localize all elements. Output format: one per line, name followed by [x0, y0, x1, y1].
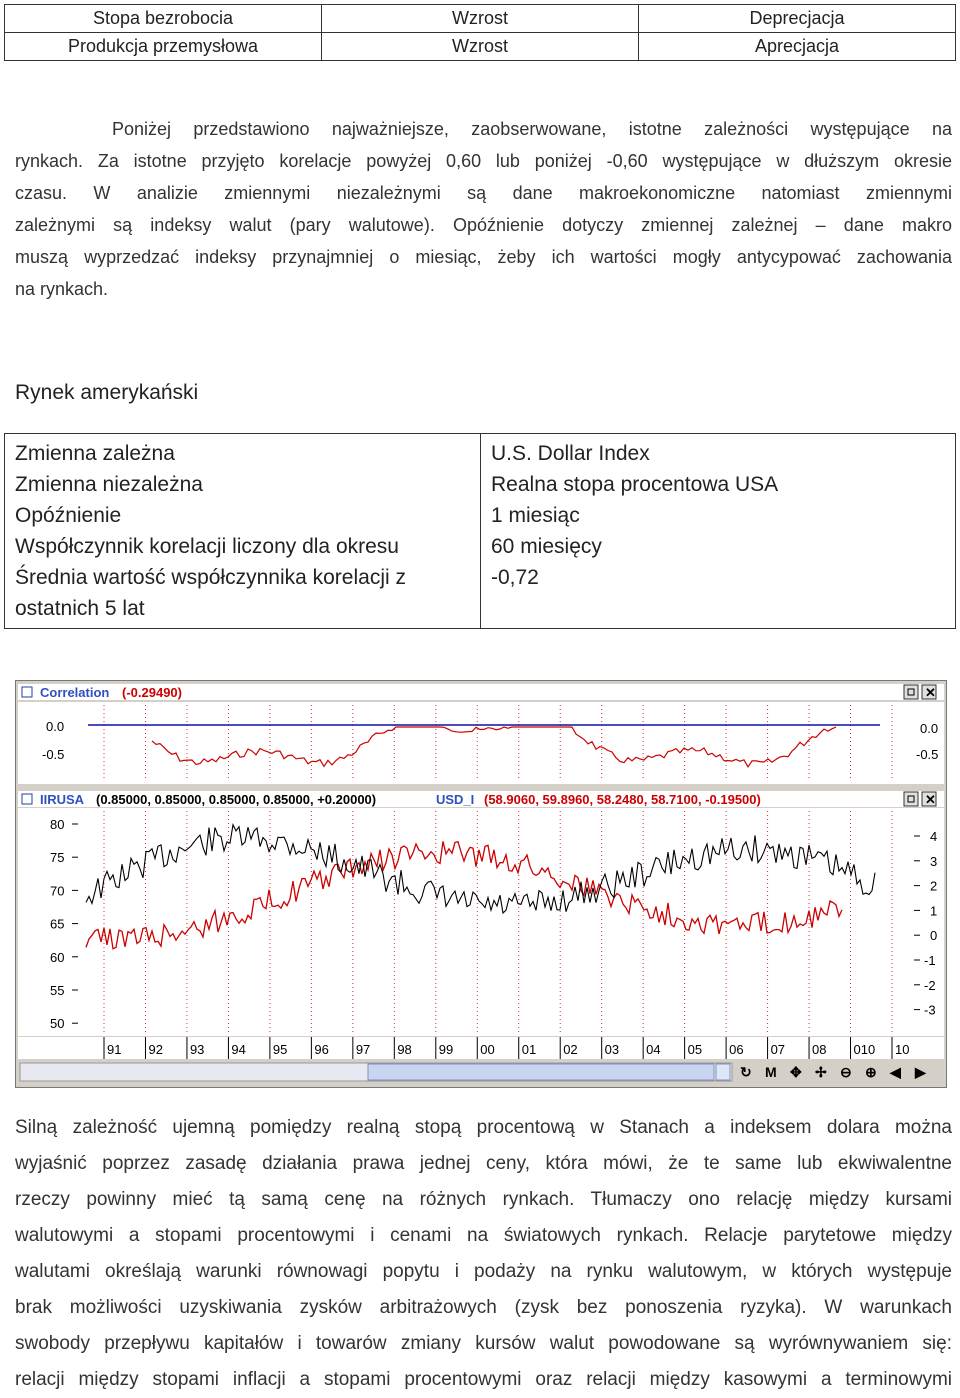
tick-label: 0.0 [920, 721, 939, 736]
tick-label: -2 [924, 977, 936, 993]
table-row [5, 33, 956, 61]
x-tick-label: 98 [397, 1042, 412, 1057]
panel2-title: IIRUSA [40, 792, 85, 807]
tick-label: -0.5 [916, 747, 939, 762]
panel2-restore-button[interactable] [904, 792, 918, 806]
panel1-title-value: (-0.29490) [122, 685, 182, 700]
paragraph-line: swobody przepływu kapitałów i towarów zmiany kursów walut powodowane są wyrównywaniem się: [15, 1333, 952, 1354]
scroll-right-icon: ▶ [915, 1064, 926, 1080]
x-tick-label: 97 [355, 1042, 371, 1057]
x-tick-label: 07 [770, 1042, 786, 1057]
chart-window [15, 680, 947, 1088]
x-tick-label: 94 [231, 1042, 246, 1057]
tick-label: 60 [50, 949, 65, 965]
zoom-in-icon: ⊕ [865, 1064, 877, 1080]
x-tick-label: 08 [812, 1042, 827, 1057]
x-tick-label: 05 [687, 1042, 703, 1057]
x-tick-label: 06 [729, 1042, 744, 1057]
x-tick-label: 93 [189, 1042, 205, 1057]
value-dependent: U.S. Dollar Index [491, 442, 650, 465]
panel1-title: Correlation [40, 685, 110, 700]
intro-paragraph [15, 113, 952, 305]
tick-label: 0 [930, 928, 938, 944]
table-cell: Stopa bezrobocia [5, 5, 322, 33]
paragraph-line: relacji między stopami inflacji a stopami procentowymi oraz relacji między kasowymi a terminowymi [15, 1369, 952, 1390]
value-lag: 1 miesiąc [491, 504, 580, 527]
panel2-plot [18, 808, 944, 1036]
table-cell: Wzrost [322, 5, 639, 33]
tick-label: -0.5 [42, 747, 65, 762]
x-tick-label: 01 [521, 1042, 537, 1057]
table-row [5, 434, 956, 629]
close-icon: ✕ [925, 792, 936, 807]
panel2-title-value: (0.85000, 0.85000, 0.85000, 0.85000, +0.20000) [96, 792, 377, 807]
value-average: -0,72 [491, 566, 539, 589]
tick-label: 50 [50, 1016, 65, 1032]
move-icon: ✥ [790, 1064, 802, 1080]
table-row [5, 5, 956, 33]
value-period: 60 miesięcy [491, 535, 602, 558]
tick-label: 0.0 [46, 719, 65, 734]
panel2-icon [22, 794, 32, 804]
tick-label: 1 [930, 903, 938, 919]
paragraph-line: walutowymi a stopami procentowymi i cenami na światowych rynkach. Relacje parytetowe między [15, 1225, 952, 1246]
paragraph-line: Silną zależność ujemną pomiędzy realną stopą procentową w Stanach a indeksem dolara można [15, 1117, 952, 1138]
x-tick-label: 03 [604, 1042, 620, 1057]
scroll-left-icon: ◀ [890, 1064, 901, 1080]
x-tick-label: 010 [853, 1042, 876, 1057]
paragraph-line: wyjaśnić poprzez zasadę działania prawa jednej ceny, która mówi, że te same lub ekwiwalentne [15, 1153, 952, 1174]
close-icon: ✕ [925, 685, 936, 700]
tick-label: -1 [924, 953, 936, 968]
label-average: Średnia wartość współczynnika korelacji z ostatnich 5 lat [15, 566, 406, 620]
x-tick-label: 95 [272, 1042, 288, 1057]
paragraph-line: rzeczy powinny mieć tą samą cenę na różnych rynkach. Tłumaczy ono relację między kursami [15, 1189, 952, 1210]
scrollbar-thumb[interactable] [368, 1064, 714, 1080]
x-tick-label: 04 [646, 1042, 661, 1057]
panel1-plot [18, 702, 944, 784]
panel1-restore-button[interactable] [904, 685, 918, 699]
scroll-right-button[interactable] [716, 1064, 730, 1080]
bottom-paragraph [15, 1110, 952, 1398]
label-lag: Opóźnienie [15, 504, 122, 527]
tick-label: 2 [930, 878, 938, 894]
table-cell: Aprecjacja [639, 33, 956, 61]
x-tick-label: 96 [314, 1042, 329, 1057]
panel1-icon [22, 687, 32, 697]
label-period: Współczynnik korelacji liczony dla okresu [15, 535, 399, 558]
info-values [481, 434, 956, 629]
tick-label: 75 [50, 850, 65, 866]
label-dependent: Zmienna zależna [15, 442, 175, 465]
zoom-out-icon: ⊖ [840, 1064, 852, 1080]
label-independent: Zmienna niezależna [15, 473, 203, 496]
m-icon: M [765, 1064, 777, 1080]
x-tick-label: 91 [107, 1042, 122, 1057]
info-labels [5, 434, 481, 629]
tick-label: 80 [50, 817, 65, 832]
table-cell: Produkcja przemysłowa [5, 33, 322, 61]
paragraph-line: Poniżej przedstawiono najważniejsze, zaobserwowane, istotne zależności występujące na [112, 119, 952, 139]
x-tick-label: 92 [148, 1042, 163, 1057]
tick-label: 3 [930, 853, 938, 869]
paragraph-line: walutami określają warunki równowagi popytu i podaży na rynku walutowym, w których występuje [15, 1261, 952, 1282]
paragraph-line: na rynkach. [15, 279, 109, 299]
value-independent: Realna stopa procentowa USA [491, 473, 779, 496]
paragraph-line: muszą wyprzedzać indeksy przynajmniej o miesiąc, żeby ich wartości mogły antycypować zachowania [15, 247, 952, 267]
refresh-icon: ↻ [740, 1064, 752, 1080]
tick-label: 55 [50, 983, 65, 998]
x-tick-label: 10 [895, 1042, 910, 1057]
x-tick-label: 00 [480, 1042, 495, 1057]
table-cell: Deprecjacja [639, 5, 956, 33]
paragraph-line: brak możliwości uzyskiwania zysków arbitrażowych (zysk bez ponoszenia ryzyka). W warunkach [15, 1297, 952, 1318]
paragraph-line: zależnymi są indeksy walut (pary walutowe). Opóźnienie dotyczy zmiennej zależnej – dane makro [15, 215, 952, 235]
tick-label: 4 [930, 829, 938, 844]
pan-icon: ✢ [815, 1064, 827, 1080]
top-table [4, 4, 956, 61]
info-table [4, 433, 956, 629]
tick-label: -3 [924, 1002, 936, 1018]
tick-label: 70 [50, 883, 65, 899]
chart-svg [16, 681, 946, 1087]
x-tick-label: 02 [563, 1042, 578, 1057]
panel2-title2-value: (58.9060, 59.8960, 58.2480, 58.7100, -0.19500) [484, 792, 761, 807]
paragraph-line: rynkach. Za istotne przyjęto korelacje powyżej 0,60 lub poniżej -0,60 występujące w dłuższym okresie [15, 151, 952, 171]
table-cell: Wzrost [322, 33, 639, 61]
tick-label: 65 [50, 916, 65, 932]
paragraph-line: czasu. W analizie zmiennymi niezależnymi są dane makroekonomiczne natomiast zmiennymi [15, 183, 952, 203]
panel2-title2: USD_I [436, 792, 475, 807]
section-heading: Rynek amerykański [15, 381, 199, 404]
x-tick-label: 99 [438, 1042, 454, 1057]
